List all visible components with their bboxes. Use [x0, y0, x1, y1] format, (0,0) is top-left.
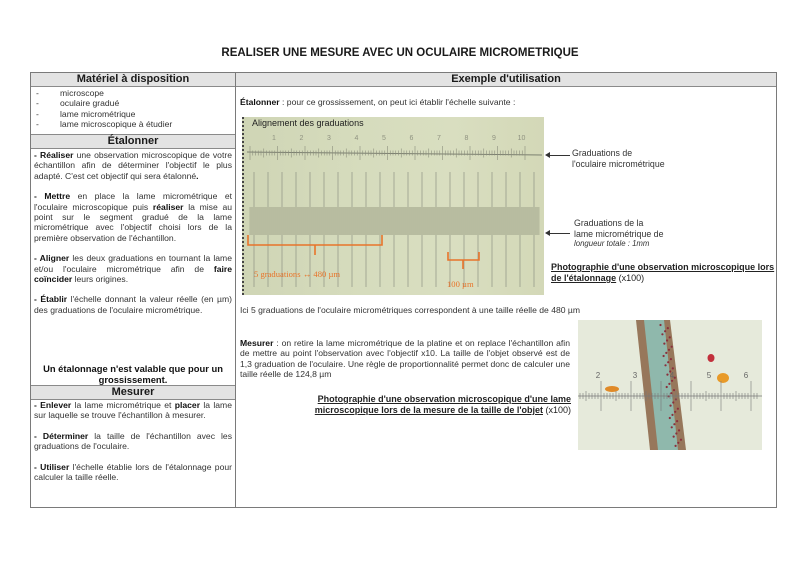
- ocular-scale-number: 1: [272, 135, 276, 142]
- step-etablir: - Établir l'échelle donnant la valeur réelle (en µm) des graduations de l'oculaire micrométrique.: [34, 294, 232, 315]
- column-divider: [235, 73, 236, 507]
- cell-dot: [668, 383, 670, 385]
- step-enlever: - Enlever la lame micrométrique et placer la lame sur laquelle se trouve l'échantillon à mesurer.: [34, 400, 232, 421]
- ocular-scale-number: 4: [354, 135, 359, 142]
- material-item: - microscope: [34, 88, 172, 98]
- cell-dot: [680, 439, 682, 441]
- cell-dot: [669, 405, 671, 407]
- cell-dot: [663, 355, 665, 357]
- ocular-scale-number: 8: [464, 135, 469, 142]
- cell-dot: [668, 349, 670, 351]
- step-utiliser: - Utiliser l'échelle établie lors de l'étalonnage pour calculer la taille réelle.: [34, 461, 232, 483]
- etalonner-steps: [34, 150, 232, 325]
- ocular-scale-number: 2: [595, 371, 601, 380]
- document-title: REALISER UNE MESURE AVEC UN OCULAIRE MICROMETRIQUE: [221, 47, 579, 59]
- cell-dot: [663, 343, 665, 345]
- cell-dot: [661, 333, 663, 335]
- etalonnage-note: Un étalonnage n'est valable que pour un grossissement.: [43, 363, 223, 385]
- material-item: - lame micrométrique: [34, 109, 172, 119]
- cell-dot: [672, 367, 674, 369]
- photo-title: Alignement des graduations: [252, 118, 364, 128]
- cell-dot: [674, 411, 676, 413]
- ocular-scale-number: 6: [409, 135, 414, 142]
- sample-micrograph: [578, 320, 762, 450]
- annotation-5-graduations: 5 graduations ↔ 480 µm: [254, 269, 341, 279]
- section-header-etalonner: Étalonner: [31, 134, 235, 149]
- ocular-scale-number: 3: [632, 371, 638, 380]
- cell-dot: [670, 392, 672, 394]
- cell-dot: [672, 401, 674, 403]
- ocular-scale-number: 5: [706, 371, 712, 380]
- calibration-summary: Ici 5 graduations de l'oculaire micrométriques correspondent à une taille réelle de 480 µm: [240, 305, 581, 315]
- ocular-scale-number: 5: [382, 135, 386, 142]
- header-exemple: Exemple d'utilisation: [236, 73, 776, 87]
- cell-dot: [673, 389, 675, 391]
- red-particle: [708, 354, 715, 362]
- mesurer-explanation: Mesurer : on retire la lame micrométrique de la platine et on replace l'échantillon afin de mettre au point l'observation avec l'objectif x10. La taille de l'objet observé est de 1,3 graduation de l'oculaire. Une règle de proportionnalité permet donc de calculer une taille réelle de 124,8 µm: [240, 338, 570, 380]
- orange-particle: [605, 386, 619, 392]
- mesurer-steps: [34, 400, 232, 492]
- cell-dot: [673, 436, 675, 438]
- cell-dot: [664, 330, 666, 332]
- ocular-scale-number: 3: [327, 135, 331, 142]
- cell-dot: [677, 408, 679, 410]
- cell-dot: [671, 426, 673, 428]
- arrow-left-icon: [548, 155, 570, 156]
- cell-dot: [675, 432, 677, 434]
- ocular-scale-number: 6: [743, 371, 749, 380]
- orange-particle: [717, 373, 729, 383]
- cell-dot: [666, 374, 668, 376]
- cell-dot: [678, 429, 680, 431]
- header-materiel: Matériel à disposition: [31, 73, 235, 87]
- ocular-scale-number: 2: [299, 135, 304, 142]
- step-mettre: - Mettre en place la lame micrométrique et l'oculaire microscopique puis réaliser la mise au point sur le segment gradué de la lame micrométrique avec l'objectif choisi lors de la première observation de l'échantillon.: [34, 191, 232, 243]
- etalonner-intro: Étalonner : pour ce grossissement, on peut ici établir l'échelle suivante :: [240, 97, 516, 107]
- label-slide-graduations: Graduations de la lame micrométrique de longueur totale : 1mm: [574, 218, 664, 248]
- step-realiser: - Réaliser une observation microscopique de votre échantillon afin de déterminer l'objectif le plus adapté. C'est cet objectif qui sera étalonné.: [34, 150, 232, 181]
- annotation-100um: 100 µm: [447, 279, 474, 289]
- cell-dot: [674, 445, 676, 447]
- cell-dot: [671, 414, 673, 416]
- ocular-scale-number: 10: [517, 135, 526, 142]
- cell-dot: [659, 324, 661, 326]
- section-header-mesurer: Mesurer: [31, 385, 235, 400]
- material-item: - oculaire gradué: [34, 98, 172, 108]
- label-ocular-graduations: Graduations de l'oculaire micrométrique: [572, 148, 665, 169]
- calibration-photo-caption: Photographie d'une observation microscopique lors de l'étalonnage (x100): [551, 262, 775, 283]
- cell-dot: [666, 386, 668, 388]
- step-determiner: - Déterminer la taille de l'échantillon avec les graduations de l'oculaire.: [34, 430, 232, 452]
- cell-dot: [667, 327, 669, 329]
- brace-100um: [448, 252, 479, 269]
- measurement-photo: [578, 320, 762, 450]
- ocular-scale-number: 4: [669, 371, 675, 380]
- cell-dot: [664, 364, 666, 366]
- cell-dot: [677, 442, 679, 444]
- calibration-photo: [242, 117, 544, 295]
- measurement-photo-caption: Photographie d'une observation microscopique d'une lame microscopique lors de la mesure de la taille de l'objet (x100): [314, 394, 571, 415]
- cell-dot: [676, 420, 678, 422]
- cell-dot: [667, 361, 669, 363]
- arrow-left-icon: [548, 233, 570, 234]
- cell-dot: [671, 346, 673, 348]
- slide-dense-band: [250, 207, 540, 235]
- cell-dot: [669, 336, 671, 338]
- cell-dot: [671, 380, 673, 382]
- ocular-scale-number: 9: [492, 135, 496, 142]
- cell-dot: [669, 417, 671, 419]
- materials-list: [34, 88, 172, 129]
- cell-dot: [673, 423, 675, 425]
- material-item: - lame microscopique à étudier: [34, 119, 172, 129]
- cell-dot: [670, 358, 672, 360]
- ocular-scale-number: 7: [437, 135, 441, 142]
- cell-dot: [665, 352, 667, 354]
- step-aligner: - Aligner les deux graduations en tournant la lame et/ou l'oculaire micrométrique afin de faire coïncider leurs origines.: [34, 253, 232, 285]
- cell-dot: [666, 339, 668, 341]
